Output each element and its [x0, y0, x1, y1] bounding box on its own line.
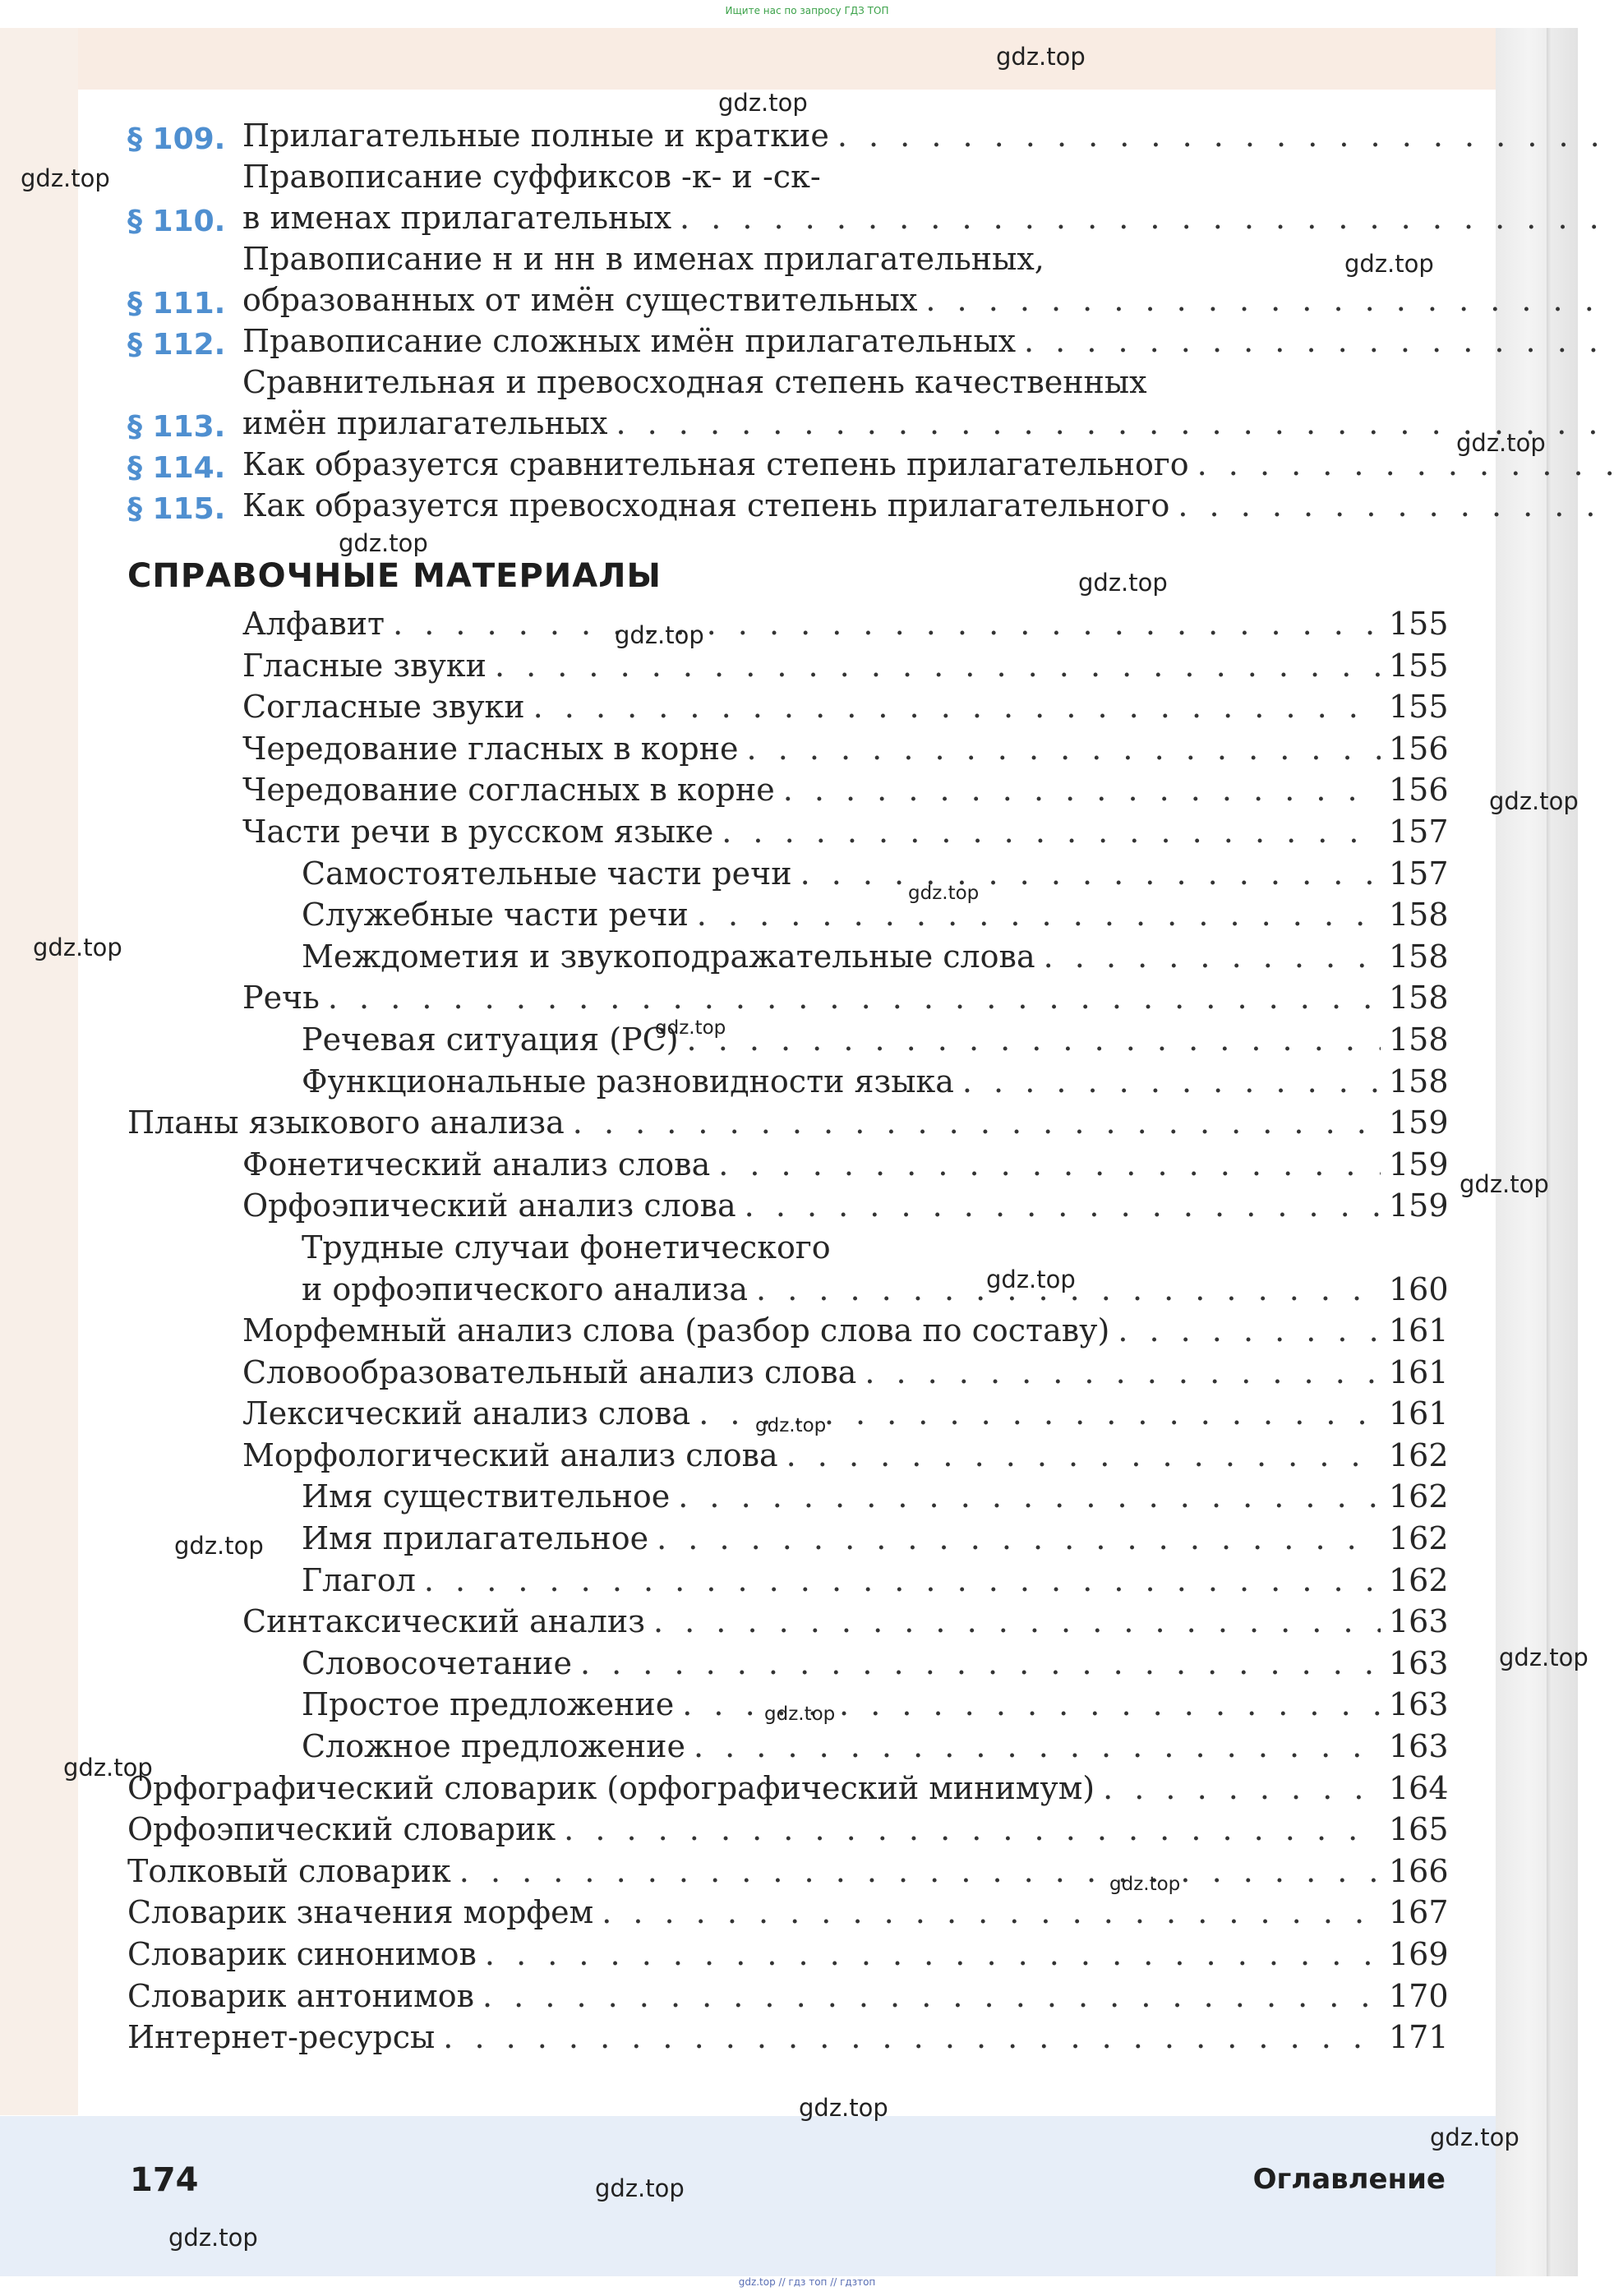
- toc-item-text: Толковый словарик: [127, 1852, 451, 1889]
- page-ref: 159: [1389, 1146, 1449, 1183]
- toc-item-text: Морфологический анализ слова: [242, 1436, 778, 1473]
- page-ref: 163: [1389, 1728, 1449, 1765]
- page-ref: 162: [1389, 1520, 1449, 1557]
- toc-item-text: Словосочетание: [302, 1644, 572, 1681]
- toc-item-text: Служебные части речи: [302, 897, 689, 934]
- watermark-text: gdz.top: [1499, 1644, 1589, 1671]
- toc-item-text: Орфоэпический анализ слова: [242, 1187, 736, 1224]
- toc-item-text: и орфоэпического анализа: [302, 1270, 749, 1307]
- page-ref: 160: [1389, 1270, 1449, 1307]
- toc-item: [127, 1851, 1449, 1893]
- page-ref: 163: [1389, 1686, 1449, 1723]
- watermark-text: gdz.top: [33, 934, 122, 961]
- toc-item: [127, 936, 1449, 978]
- page-ref: 159: [1389, 1104, 1449, 1141]
- watermark-text: gdz.top: [996, 43, 1086, 71]
- left-color-band: [0, 28, 78, 2115]
- toc-paragraph-entry: [127, 444, 1446, 485]
- watermark-text: gdz.top: [1456, 429, 1546, 457]
- page-ref: 156: [1389, 772, 1449, 809]
- leader-dots: [680, 197, 1614, 238]
- page-ref: 161: [1389, 1395, 1449, 1432]
- toc-item: [127, 1310, 1449, 1352]
- leader-dots: [687, 1019, 1381, 1061]
- toc-item-text: Глагол: [302, 1561, 416, 1598]
- toc-item-text: Чередование гласных в корне: [242, 730, 739, 767]
- watermark-text: gdz.top: [986, 1266, 1076, 1293]
- page-ref: 161: [1389, 1353, 1449, 1390]
- toc-item-text: Орфоэпический словарик: [127, 1811, 556, 1848]
- toc-item-text: Морфемный анализ слова (разбор слова по составу): [242, 1312, 1110, 1349]
- watermark-text: gdz.top: [63, 1754, 153, 1782]
- toc-item: [127, 769, 1449, 811]
- leader-dots: [722, 811, 1381, 853]
- toc-item: [127, 1726, 1449, 1768]
- toc-paragraph-entry: [127, 320, 1446, 362]
- toc-item: [127, 1768, 1449, 1810]
- leader-dots: [657, 1518, 1381, 1560]
- toc-item: [127, 1601, 1449, 1643]
- toc-item: [127, 1019, 1449, 1061]
- watermark-text: gdz.top: [615, 621, 704, 649]
- paragraph-title: Сравнительная и превосходная степень качественных: [242, 364, 1147, 400]
- leader-dots: [962, 1061, 1381, 1103]
- toc-item-text: Словарик значения морфем: [127, 1894, 594, 1931]
- page-ref: 155: [1389, 647, 1449, 684]
- paragraph-number: § 111.: [127, 287, 226, 320]
- page-ref: 158: [1389, 1021, 1449, 1058]
- toc-item-text: Части речи в русском языке: [242, 813, 714, 850]
- page-ref: 171: [1389, 2019, 1449, 2056]
- paragraph-title: Как образуется сравнительная степень прилагательного: [242, 446, 1189, 482]
- toc-item-text: Лексический анализ слова: [242, 1395, 691, 1432]
- paragraph-title: имён прилагательных: [242, 405, 608, 441]
- toc-item-text: Словарик синонимов: [127, 1936, 477, 1972]
- page-ref: 159: [1389, 1187, 1449, 1224]
- toc-item-text: Имя прилагательное: [302, 1520, 649, 1557]
- toc-item: [127, 1518, 1449, 1560]
- page-ref: 164: [1389, 1769, 1449, 1806]
- leader-dots: [328, 977, 1381, 1019]
- toc-paragraph-entry: [127, 485, 1446, 526]
- leader-dots: [865, 1352, 1381, 1394]
- toc-item-text: Междометия и звукоподражательные слова: [302, 938, 1035, 975]
- page-ref: 156: [1389, 730, 1449, 767]
- leader-dots: [800, 853, 1381, 895]
- watermark-text: gdz.top: [1078, 569, 1168, 597]
- leader-dots: [1178, 485, 1614, 526]
- page-ref: 163: [1389, 1644, 1449, 1681]
- paragraph-number: § 112.: [127, 328, 226, 362]
- watermark-text: gdz.top: [174, 1532, 264, 1560]
- toc-item-text: Интернет-ресурсы: [127, 2019, 436, 2056]
- leader-dots: [747, 728, 1381, 770]
- page-ref: 167: [1389, 1894, 1449, 1931]
- leader-dots: [580, 1643, 1381, 1685]
- toc-item: [127, 1144, 1449, 1186]
- leader-dots: [533, 686, 1381, 728]
- bottom-color-band: [0, 2116, 1496, 2276]
- watermark-text: gdz.top: [1109, 1874, 1181, 1895]
- page-ref: 163: [1389, 1603, 1449, 1640]
- page-number: 174: [130, 2161, 199, 2199]
- page-ref: 162: [1389, 1561, 1449, 1598]
- leader-dots: [459, 1851, 1381, 1893]
- toc-item: [127, 1185, 1449, 1227]
- leader-dots: [786, 1435, 1381, 1477]
- toc-item-text: Фонетический анализ слова: [242, 1146, 711, 1183]
- leader-dots: [1103, 1768, 1381, 1810]
- toc-item: [127, 811, 1449, 853]
- toc-item-text: Орфографический словарик (орфографический минимум): [127, 1769, 1095, 1806]
- watermark-text: gdz.top: [799, 2094, 888, 2122]
- toc-item: [127, 1892, 1449, 1934]
- watermark-text: gdz.top: [755, 1415, 827, 1436]
- paragraph-title: Правописание н и нн в именах прилагательных,: [242, 241, 1044, 277]
- leader-dots: [783, 769, 1381, 811]
- page-ref: 162: [1389, 1436, 1449, 1473]
- watermark-text: gdz.top: [655, 1017, 726, 1039]
- paragraph-number: § 109.: [127, 122, 226, 156]
- watermark-text: gdz.top: [1489, 787, 1579, 815]
- leader-dots: [925, 279, 1614, 320]
- page-ref: 158: [1389, 897, 1449, 934]
- toc-item-text: Согласные звуки: [242, 689, 525, 726]
- page-ref: 158: [1389, 980, 1449, 1017]
- toc-item-text: Речевая ситуация (РС): [302, 1021, 679, 1058]
- section-title: СПРАВОЧНЫЕ МАТЕРИАЛЫ: [127, 557, 662, 595]
- leader-dots: [482, 1976, 1381, 2017]
- leader-dots: [495, 645, 1381, 687]
- reference-list: [127, 603, 1449, 2059]
- watermark-text: gdz.top: [718, 89, 808, 117]
- toc-paragraph-entry: [127, 362, 1446, 444]
- leader-dots: [443, 2017, 1381, 2059]
- toc-paragraph-entry: [127, 115, 1446, 156]
- leader-dots: [393, 603, 1381, 645]
- toc-item-text: Самостоятельные части речи: [302, 855, 792, 892]
- paragraph-number: § 110.: [127, 205, 226, 238]
- toc-item: [127, 1352, 1449, 1394]
- toc-item-text: Синтаксический анализ: [242, 1603, 645, 1640]
- toc-item-text: Функциональные разновидности языка: [302, 1063, 954, 1100]
- toc-item-text: Речь: [242, 980, 320, 1017]
- toc-item-text: Словообразовательный анализ слова: [242, 1353, 857, 1390]
- leader-dots: [1118, 1310, 1381, 1352]
- toc-item-text: Имя существительное: [302, 1478, 671, 1515]
- leader-dots: [694, 1726, 1381, 1768]
- toc-item: [127, 603, 1449, 645]
- paragraph-title: в именах прилагательных: [242, 200, 672, 236]
- running-title: Оглавление: [1252, 2163, 1446, 2196]
- toc-item: [127, 1934, 1449, 1976]
- toc-item-text: Алфавит: [242, 606, 385, 642]
- page-ref: 170: [1389, 1977, 1449, 2014]
- top-color-band: [0, 28, 1496, 90]
- toc-item-text: Словарик антонимов: [127, 1977, 474, 2014]
- paragraph-title: образованных от имён существительных: [242, 282, 918, 318]
- watermark-text: gdz.top: [1460, 1170, 1549, 1198]
- paragraph-title: Прилагательные полные и краткие: [242, 118, 829, 154]
- toc-item-text: Планы языкового анализа: [127, 1104, 565, 1141]
- toc-item: [127, 1227, 1449, 1310]
- paragraph-title: Правописание сложных имён прилагательных: [242, 323, 1017, 359]
- toc-item-text: Сложное предложение: [302, 1728, 685, 1765]
- toc-item: [127, 728, 1449, 770]
- leader-dots: [1044, 936, 1381, 978]
- toc-paragraph-entry: [127, 156, 1446, 238]
- toc-item: [127, 1560, 1449, 1602]
- page-ref: 157: [1389, 855, 1449, 892]
- header-search-note: Ищите нас по запросу ГДЗ ТОП: [725, 5, 889, 16]
- page-ref: 157: [1389, 813, 1449, 850]
- watermark-text: gdz.top: [1344, 250, 1434, 278]
- page-ref: 165: [1389, 1811, 1449, 1848]
- paragraph-title: Как образуется превосходная степень прилагательного: [242, 487, 1170, 523]
- watermark-text: gdz.top: [168, 2224, 258, 2252]
- watermark-text: gdz.top: [908, 883, 980, 904]
- toc-item: [127, 1476, 1449, 1518]
- leader-dots: [718, 1144, 1381, 1186]
- paragraph-title: Правописание суффиксов -к- и -ск-: [242, 159, 821, 195]
- toc-item: [127, 1061, 1449, 1103]
- toc-item: [127, 1809, 1449, 1851]
- leader-dots: [602, 1892, 1381, 1934]
- leader-dots: [745, 1185, 1381, 1227]
- leader-dots: [1197, 444, 1614, 485]
- toc-item: [127, 894, 1449, 936]
- toc-item: [127, 1976, 1449, 2017]
- paragraph-number: § 114.: [127, 451, 226, 485]
- table-of-contents: [127, 115, 1449, 2059]
- toc-item: [127, 977, 1449, 1019]
- toc-item: [127, 1643, 1449, 1685]
- leader-dots: [573, 1102, 1381, 1144]
- page-ref: 158: [1389, 1063, 1449, 1100]
- toc-item: [127, 1435, 1449, 1477]
- toc-item-text: Чередование согласных в корне: [242, 772, 775, 809]
- leader-dots: [1024, 320, 1614, 362]
- toc-item: [127, 2017, 1449, 2059]
- page-ref: 155: [1389, 606, 1449, 642]
- page-ref: 161: [1389, 1312, 1449, 1349]
- page-ref: 158: [1389, 938, 1449, 975]
- toc-item: [127, 853, 1449, 895]
- leader-dots: [678, 1476, 1381, 1518]
- watermark-text: gdz.top: [21, 164, 110, 192]
- paragraph-number: § 113.: [127, 410, 226, 444]
- page-ref: 155: [1389, 689, 1449, 726]
- leader-dots: [485, 1934, 1381, 1976]
- watermark-text: gdz.top: [595, 2174, 685, 2202]
- footer-note: gdz.top // гдз топ // гдзтоп: [738, 2276, 876, 2288]
- leader-dots: [653, 1601, 1381, 1643]
- toc-item-text: Трудные случаи фонетического: [302, 1229, 831, 1266]
- watermark-text: gdz.top: [1430, 2123, 1519, 2151]
- watermark-text: gdz.top: [339, 529, 428, 557]
- toc-item-text: Гласные звуки: [242, 647, 487, 684]
- paragraph-number: § 115.: [127, 492, 226, 526]
- leader-dots: [697, 894, 1381, 936]
- page-ref: 166: [1389, 1852, 1449, 1889]
- paragraph-list: [127, 115, 1446, 526]
- page-ref: 169: [1389, 1936, 1449, 1972]
- watermark-text: gdz.top: [764, 1704, 836, 1725]
- toc-item: [127, 1102, 1449, 1144]
- toc-paragraph-entry: [127, 238, 1446, 320]
- leader-dots: [424, 1560, 1381, 1602]
- toc-item: [127, 645, 1449, 687]
- page-ref: 162: [1389, 1478, 1449, 1515]
- leader-dots: [837, 115, 1614, 156]
- toc-item-text: Простое предложение: [302, 1686, 675, 1723]
- toc-item: [127, 686, 1449, 728]
- leader-dots: [564, 1809, 1381, 1851]
